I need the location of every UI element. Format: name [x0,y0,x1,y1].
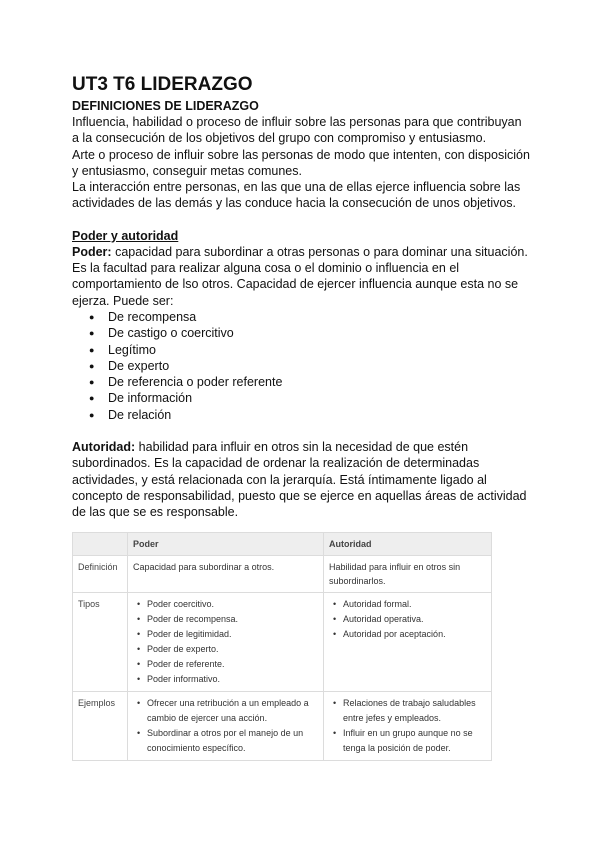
poder-types-list [72,309,532,423]
autoridad-text: habilidad para influir en otros sin la necesidad de que estén subordinados. Es la capacidad de ordenar la realización de determinadas actividades, y está relacionada con la jerarquía. Está íntimamente ligado al concepto de responsabilidad, puesto que se ejerce en aquellas áreas de actividad de las que se es responsable. [72,440,527,520]
comparison-table [72,532,492,761]
document-page [72,74,532,761]
table-row [73,691,492,760]
list-item: ● De experto [108,358,532,374]
list-item: • Autoridad por aceptación. [343,627,486,642]
list-item: • Poder informativo. [147,672,318,687]
table-cell-poder [128,691,324,760]
table-header-poder: Poder [128,532,324,555]
autoridad-paragraph [72,439,532,520]
list-item: • Autoridad operativa. [343,612,486,627]
table-row [73,555,492,592]
poder-paragraph [72,244,532,309]
cell-text: Habilidad para influir en otros sin subordinarlos. [329,561,461,586]
section-heading: Poder y autoridad [72,228,179,243]
table-header-autoridad: Autoridad [324,532,492,555]
list-item: • Poder de referente. [147,657,318,672]
list-item: • Poder de experto. [147,642,318,657]
poder-label: Poder: [72,244,112,259]
list-item: • Poder de recompensa. [147,612,318,627]
section-subtitle: DEFINICIONES DE LIDERAZGO [72,99,259,113]
table-row-label: Definición [73,555,128,592]
autoridad-label: Autoridad: [72,440,136,455]
list-item: • Poder coercitivo. [147,597,318,612]
table-cell-poder [128,555,324,592]
list-item: • Ofrecer una retribución a un empleado a cambio de ejercer una acción. [147,696,318,726]
definition-1: Influencia, habilidad o proceso de influir sobre las personas para que contribuyan a la consecución de los objetivos del grupo con compromiso y entusiasmo. [72,115,522,146]
document-title: UT3 T6 LIDERAZGO [72,74,253,95]
table-row-label: Tipos [73,592,128,691]
table-cell-autoridad [324,555,492,592]
list-item: • Autoridad formal. [343,597,486,612]
definition-2: Arte o proceso de influir sobre las personas de modo que intenten, con disposición y entusiasmo, conseguir metas comunes. [72,147,530,178]
list-item: • Influir en un grupo aunque no se tenga la posición de poder. [343,726,486,756]
list-item: • Relaciones de trabajo saludables entre jefes y empleados. [343,696,486,726]
list-item: ● De referencia o poder referente [108,374,532,390]
list-item: ● Legítimo [108,342,532,358]
table-cell-autoridad [324,592,492,691]
table-header-row [73,532,492,555]
list-item: ● De recompensa [108,309,532,325]
cell-text: Capacidad para subordinar a otros. [133,561,275,572]
poder-text: capacidad para subordinar a otras personas o para dominar una situación. Es la facultad para realizar alguna cosa o el dominio o influencia en el comportamiento de lso otros. Capacidad de ejercer influencia aunque esta no se ejerza. Puede ser: [72,244,528,308]
table-row [73,592,492,691]
table-cell-autoridad [324,691,492,760]
table-cell-poder [128,592,324,691]
definition-3: La interacción entre personas, en las que una de ellas ejerce influencia sobre las actividades de las demás y las conduce hacia la consecución de unos objetivos. [72,180,521,211]
table-row-label: Ejemplos [73,691,128,760]
list-item: ● De relación [108,407,532,423]
list-item: ● De castigo o coercitivo [108,325,532,341]
list-item: • Poder de legitimidad. [147,627,318,642]
list-item: • Subordinar a otros por el manejo de un conocimiento específico. [147,726,318,756]
table-header-empty [73,532,128,555]
list-item: ● De información [108,390,532,406]
